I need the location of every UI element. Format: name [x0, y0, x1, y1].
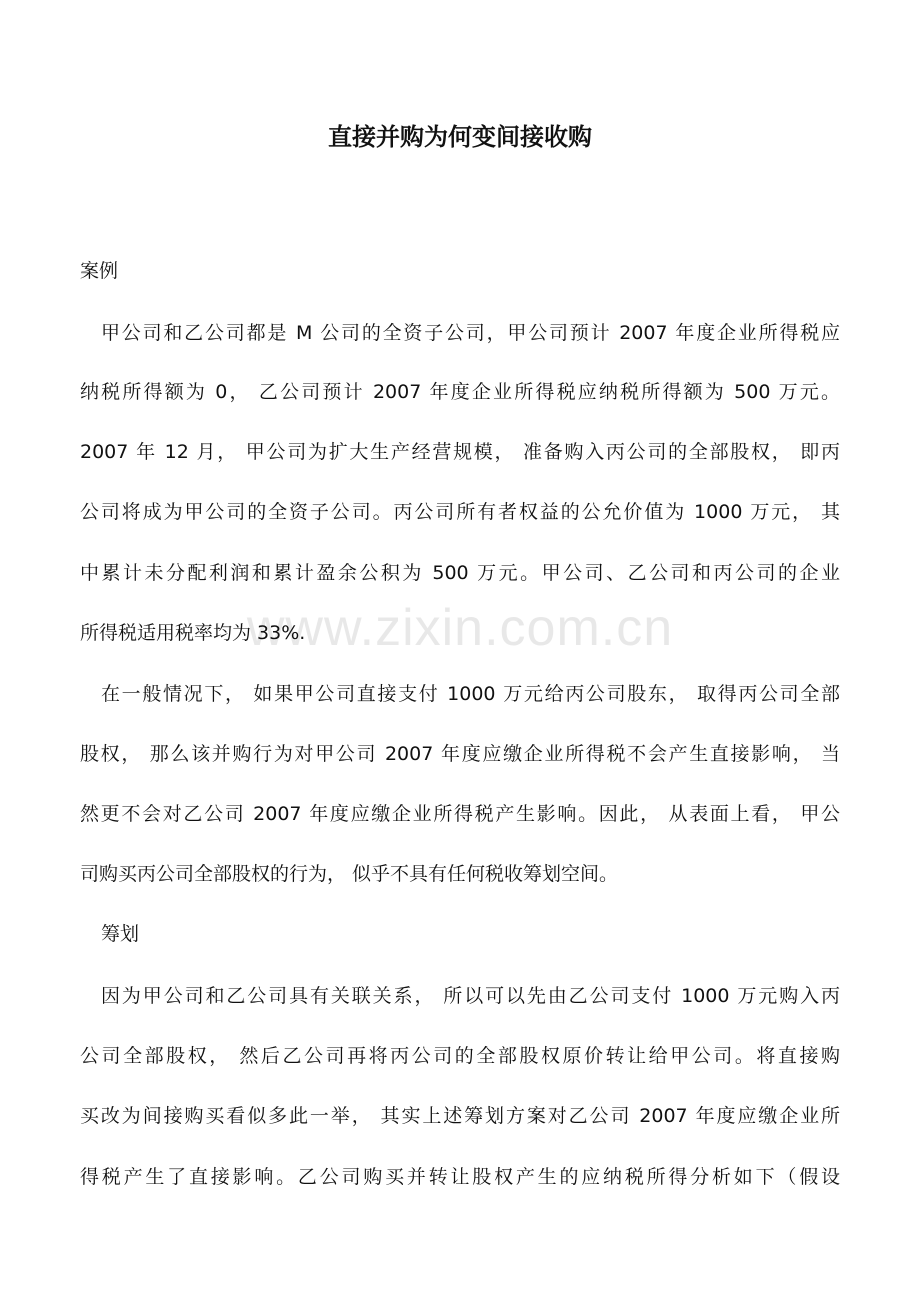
document-title: 直接并购为何变间接收购 — [328, 122, 592, 151]
section-heading-case: 案例 — [80, 260, 119, 282]
watermark: www.zixin.com.cn — [246, 599, 674, 657]
paragraph-line: 2007 年 12 月， 甲公司为扩大生产经营规模， 准备购入丙公司的全部股权， 即丙 — [80, 441, 840, 463]
paragraph-line: 得税产生了直接影响。乙公司购买并转让股权产生的应纳税所得分析如下（假设 — [80, 1166, 840, 1188]
paragraph-line: 然更不会对乙公司 2007 年度应缴企业所得税产生影响。因此， 从表面上看， 甲公 — [80, 803, 840, 825]
paragraph-line: 公司将成为甲公司的全资子公司。丙公司所有者权益的公允价值为 1000 万元， 其 — [80, 501, 840, 523]
paragraph-line: 在一般情况下， 如果甲公司直接支付 1000 万元给丙公司股东， 取得丙公司全部 — [101, 683, 840, 705]
paragraph-line: 中累计未分配利润和累计盈余公积为 500 万元。甲公司、乙公司和丙公司的企业 — [80, 562, 840, 584]
paragraph-line: 纳税所得额为 0， 乙公司预计 2007 年度企业所得税应纳税所得额为 500 万元。 — [80, 381, 840, 403]
paragraph-line: 所得税适用税率均为 33%. — [80, 622, 306, 644]
paragraph-line: 因为甲公司和乙公司具有关联关系， 所以可以先由乙公司支付 1000 万元购入丙 — [101, 985, 840, 1007]
section-heading-plan: 筹划 — [101, 923, 140, 945]
paragraph-line: 甲公司和乙公司都是 M 公司的全资子公司，甲公司预计 2007 年度企业所得税应 — [101, 322, 840, 344]
paragraph-line: 股权， 那么该并购行为对甲公司 2007 年度应缴企业所得税不会产生直接影响， 当 — [80, 743, 840, 765]
paragraph-line: 公司全部股权， 然后乙公司再将丙公司的全部股权原价转让给甲公司。将直接购 — [80, 1045, 840, 1067]
paragraph-line: 司购买丙公司全部股权的行为， 似乎不具有任何税收筹划空间。 — [80, 863, 619, 885]
paragraph-line: 买改为间接购买看似多此一举， 其实上述筹划方案对乙公司 2007 年度应缴企业所 — [80, 1105, 840, 1127]
